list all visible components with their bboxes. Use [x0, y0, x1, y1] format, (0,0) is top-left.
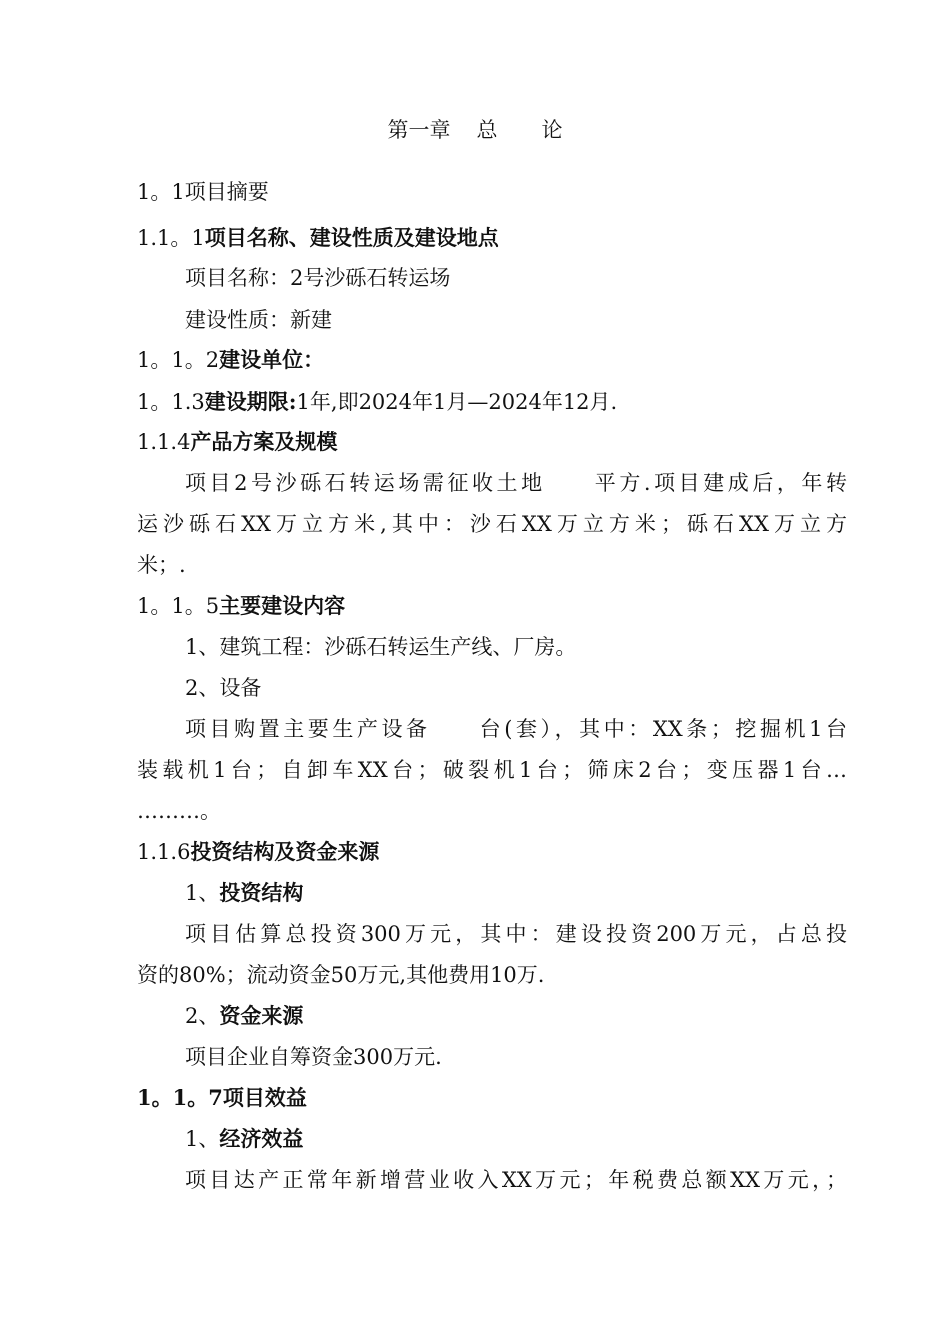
subsection-heading: 1。1。2建设单位： — [137, 347, 325, 372]
paragraph-line: 项目企业自筹资金300万元. — [185, 1045, 442, 1069]
paragraph-line: 资的80%；流动资金50万元,其他费用10万. — [137, 963, 545, 987]
paragraph-line: 装载机1台；自卸车XX台；破裂机1台；筛床2台；变压器1台… — [137, 758, 847, 782]
chapter-word-1: 总 — [476, 118, 498, 142]
paragraph-line: 项目估算总投资300万元，其中：建设投资200万元，占总投 — [185, 922, 847, 946]
subsection-heading: 1。1。5主要建设内容 — [137, 593, 346, 618]
project-nature-line: 建设性质：新建 — [185, 308, 332, 332]
chapter-title — [0, 116, 950, 144]
subsection-heading: 1。1.3建设期限:1年,即2024年1月—2024年12月. — [137, 389, 618, 414]
subsection-heading: 1.1.4产品方案及规模 — [137, 429, 338, 454]
paragraph-line: 项目达产正常年新增营业收入XX万元；年税费总额XX万元，； — [185, 1168, 847, 1192]
list-heading: 1、投资结构 — [185, 880, 304, 905]
chapter-word-2: 论 — [541, 118, 563, 142]
chapter-number: 第一章 — [387, 118, 451, 142]
subsection-heading: 1.1。1项目名称、建设性质及建设地点 — [137, 225, 499, 250]
list-heading: 2、资金来源 — [185, 1003, 304, 1028]
section-heading: 1。1项目摘要 — [137, 180, 269, 204]
subsection-heading: 1。1。7项目效益 — [137, 1085, 307, 1110]
paragraph-line: ………。 — [137, 799, 221, 823]
subsection-heading: 1.1.6投资结构及资金来源 — [137, 839, 380, 864]
list-item: 2、设备 — [185, 676, 262, 700]
project-name-line: 项目名称：2号沙砾石转运场 — [185, 266, 451, 290]
paragraph-line: 项目购置主要生产设备 台(套），其中：XX条；挖掘机1台 — [185, 717, 847, 741]
list-item: 1、建筑工程：沙砾石转运生产线、厂房。 — [185, 635, 577, 659]
paragraph-line: 项目2号沙砾石转运场需征收土地 平方.项目建成后，年转 — [185, 471, 847, 495]
paragraph-line: 运沙砾石XX万立方米,其中：沙石XX万立方米；砾石XX万立方 — [137, 512, 847, 536]
paragraph-line: 米；. — [137, 553, 186, 577]
list-heading: 1、经济效益 — [185, 1126, 304, 1151]
